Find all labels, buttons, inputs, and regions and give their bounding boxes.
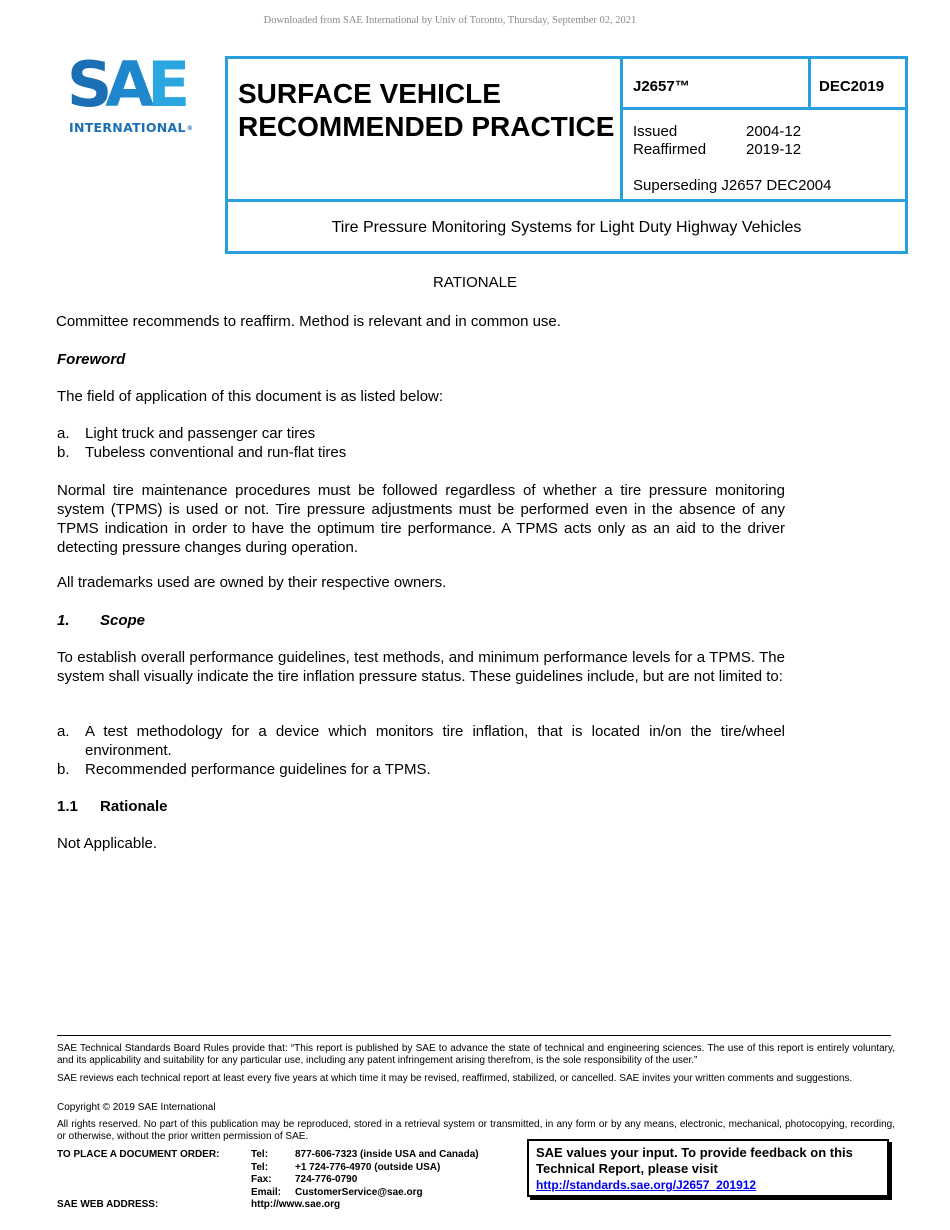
logo-wordmark: SAE bbox=[66, 48, 184, 121]
foreword-list bbox=[57, 424, 785, 462]
scope-heading: 1. Scope bbox=[57, 612, 146, 629]
trademarks-text: All trademarks used are owned by their respective owners. bbox=[57, 574, 447, 591]
contact-labels: Tel: Tel: Fax: Email: bbox=[251, 1149, 282, 1198]
order-label: TO PLACE A DOCUMENT ORDER: bbox=[57, 1149, 220, 1160]
foreword-paragraph: Normal tire maintenance procedures must be followed regardless of whether a tire pressure monitoring system (TPMS) is used or not. Tire pressure adjustments must be performed even in the absence of any TPMS indication in order to have the optimum tire performance. A TPMS acts only as an aid to the driver detecting pressure changes during operation. bbox=[57, 482, 785, 556]
footer-copyright: Copyright © 2019 SAE International bbox=[57, 1102, 216, 1113]
list-item: b. Tubeless conventional and run-flat tires bbox=[57, 444, 347, 461]
download-notice: Downloaded from SAE International by Univ of Toronto, Thursday, September 02, 2021 bbox=[263, 15, 637, 26]
feedback-link[interactable]: http://standards.sae.org/J2657_201912 bbox=[536, 1178, 757, 1192]
superseding-text: Superseding J2657 DEC2004 bbox=[633, 177, 832, 194]
email-address[interactable]: CustomerService@sae.org bbox=[295, 1186, 423, 1198]
fax-number: 724-776-0790 bbox=[295, 1174, 358, 1185]
issued-value: 2004-12 bbox=[746, 123, 802, 140]
contact-values bbox=[295, 1149, 479, 1199]
foreword-intro: The field of application of this document is as listed below: bbox=[57, 388, 444, 405]
document-type-title: SURFACE VEHICLE RECOMMENDED PRACTICE bbox=[238, 78, 615, 142]
footer-review-text: SAE reviews each technical report at least every five years at which time it may be revised, reaffirmed, stabilized, or cancelled. SAE invites your written comments and suggestions. bbox=[57, 1073, 853, 1084]
list-item: a. A test methodology for a device which monitors tire inflation, that is located in/on the tire/wheel environment. bbox=[57, 723, 785, 759]
footer-rules-text: SAE Technical Standards Board Rules provide that: “This report is published by SAE to advance the state of technical and engineering sciences. The use of this report is entirely voluntary, and its applicability and suitability for any particular use, including any patent infringement arising therefrom, is the sole responsibility of the user.” bbox=[57, 1043, 895, 1066]
subsection-heading: 1.1 Rationale bbox=[57, 798, 168, 815]
document-id-box bbox=[620, 56, 811, 110]
subject-box bbox=[225, 199, 908, 254]
document-type-box bbox=[225, 56, 623, 202]
logo-tagline: INTERNATIONAL® bbox=[69, 120, 194, 135]
scope-list bbox=[57, 722, 785, 779]
feedback-text: SAE values your input. To provide feedback on this Technical Report, please visit bbox=[536, 1145, 853, 1176]
reaffirmed-value: 2019-12 bbox=[746, 141, 802, 158]
feedback-box bbox=[527, 1139, 889, 1197]
document-date-box bbox=[808, 56, 908, 110]
footer-rights: All rights reserved. No part of this publication may be reproduced, stored in a retrieval system or transmitted, in any form or by any means, electronic, mechanical, photocopying, recording, or otherwise, without the prior written permission of SAE. bbox=[57, 1119, 895, 1142]
document-date: DEC2019 bbox=[819, 78, 885, 95]
web-label: SAE WEB ADDRESS: bbox=[57, 1199, 159, 1210]
reaffirmed-label: Reaffirmed bbox=[633, 141, 707, 158]
scope-paragraph: To establish overall performance guidelines, test methods, and minimum performance levels for a TPMS. The system shall visually indicate the tire inflation pressure status. These guidelines include, but are not limited to: bbox=[57, 649, 785, 685]
rationale-text: Committee recommends to reaffirm. Method is relevant and in common use. bbox=[56, 313, 561, 330]
document-subject: Tire Pressure Monitoring Systems for Light Duty Highway Vehicles bbox=[331, 219, 802, 236]
phone-international: +1 724-776-4970 (outside USA) bbox=[295, 1161, 441, 1173]
list-item: b. Recommended performance guidelines for a TPMS. bbox=[57, 761, 431, 778]
issued-label: Issued bbox=[633, 123, 678, 140]
footer-divider bbox=[57, 1035, 891, 1036]
web-address[interactable]: http://www.sae.org bbox=[251, 1199, 341, 1210]
foreword-heading: Foreword bbox=[57, 351, 126, 368]
issue-info-box bbox=[620, 107, 908, 202]
sae-logo bbox=[66, 48, 196, 138]
phone-domestic: 877-606-7323 (inside USA and Canada) bbox=[295, 1149, 479, 1160]
document-id: J2657™ bbox=[633, 78, 690, 95]
rationale-heading: RATIONALE bbox=[433, 274, 517, 291]
list-item: a. Light truck and passenger car tires bbox=[57, 425, 316, 442]
subsection-text: Not Applicable. bbox=[57, 835, 158, 852]
